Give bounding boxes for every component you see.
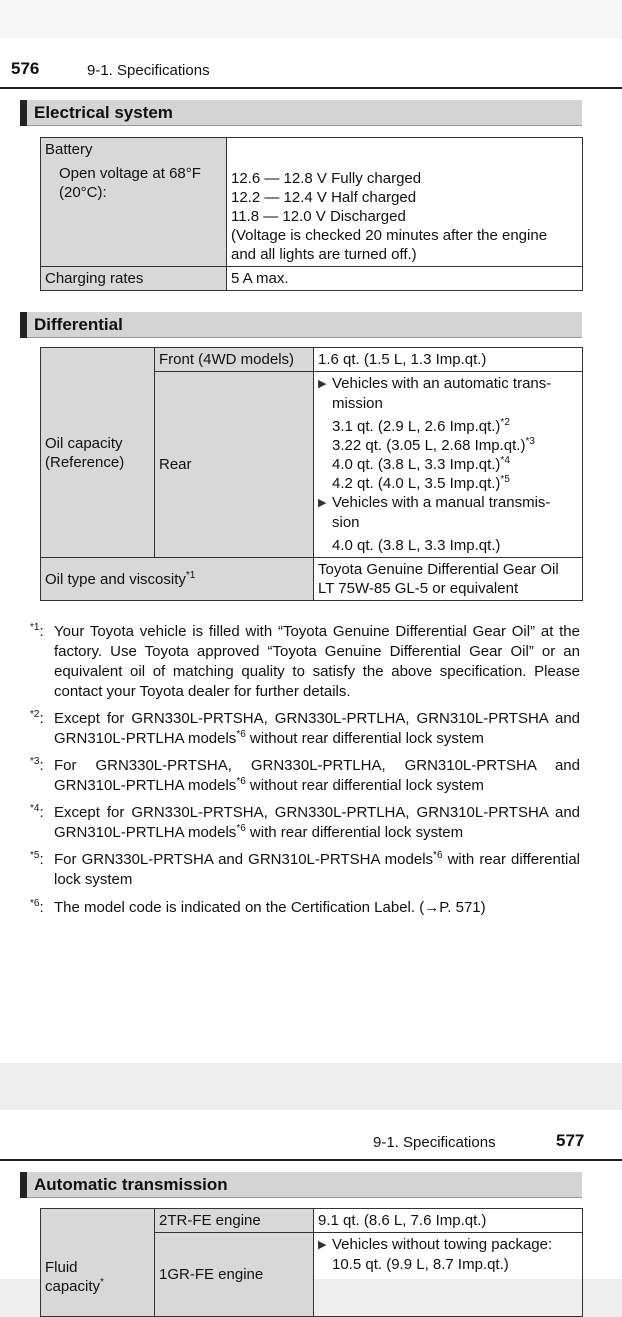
- footnote-5: $^{*5}$: For GRN330L-PRTSHA and GRN310L-PRTSHA models$^{*6}$ with rear differential lock system: [30, 850, 580, 888]
- oil-type-label: Oil type and viscosity: [45, 570, 186, 588]
- battery-cell: [41, 138, 227, 267]
- footnote-text: Except for GRN330L-PRTSHA, GRN330L-PRTLHA, GRN310L-PRTSHA and GRN310L-PRTLHA models: [54, 710, 580, 747]
- footnote-2: $^{*2}$: Except for GRN330L-PRTSHA, GRN330L-PRTLHA, GRN310L-PRTSHA and GRN310L-PRTLHA models$^{*6}$ without rear differential lock system: [30, 709, 580, 747]
- transmission-table: [40, 1208, 583, 1317]
- voltage-line: and all lights are turned off.): [231, 246, 417, 263]
- towing-heading: Vehicles without towing package:: [332, 1236, 553, 1253]
- charging-value: 5 A max.: [227, 267, 583, 291]
- manual-heading-line1: Vehicles with a manual transmis-: [332, 494, 551, 511]
- differential-table: [40, 347, 583, 601]
- triangle-bullet-icon: ▶: [318, 378, 327, 390]
- footnote-text: For GRN330L-PRTSHA, GRN330L-PRTLHA, GRN310L-PRTSHA and GRN310L-PRTLHA models: [54, 757, 580, 794]
- voltage-label-line2: (20°C):: [59, 184, 107, 201]
- fluid-line1: Fluid: [45, 1258, 78, 1276]
- section-bar: [20, 312, 27, 338]
- rear-auto-value: 4.2 qt. (4.0 L, 3.5 Imp.qt.): [332, 475, 501, 492]
- footnote-text: without rear differential lock system: [245, 777, 484, 794]
- section-title: Automatic transmission: [34, 1175, 228, 1194]
- rear-manual-value: 4.0 qt. (3.8 L, 3.3 Imp.qt.): [332, 537, 501, 554]
- rear-auto-value: 4.0 qt. (3.8 L, 3.3 Imp.qt.): [332, 456, 501, 473]
- section-bar: [20, 100, 27, 126]
- engine-1-label: 2TR-FE engine: [155, 1209, 314, 1233]
- page-576: [0, 38, 622, 1063]
- footnote-3: $^{*3}$: For GRN330L-PRTSHA, GRN330L-PRTLHA, GRN310L-PRTSHA and GRN310L-PRTLHA models$^{*6}$ without rear differential lock system: [30, 756, 580, 794]
- page-number: 577: [556, 1131, 585, 1150]
- footnote-text: Except for GRN330L-PRTSHA, GRN330L-PRTLHA, GRN310L-PRTSHA and GRN310L-PRTLHA models: [54, 804, 580, 841]
- rear-auto-value: 3.1 qt. (2.9 L, 2.6 Imp.qt.): [332, 418, 501, 435]
- page-577: [0, 1110, 622, 1295]
- chapter-header: 9-1. Specifications: [373, 1134, 496, 1151]
- footnote-6: $^{*6}$: The model code is indicated on the Certification Label. (→P. 571): [30, 898, 580, 918]
- oil-type-line2: LT 75W-85 GL-5 or equivalent: [318, 580, 519, 597]
- footnote-text: Your Toyota vehicle is filled with “Toyota Genuine Differential Gear Oil” at the factory. Use Toyota approved “Toyota Genuine Differential Gear Oil” or an equivalent oil of matching quality to satisfy the above specification. Please contact your Toyota dealer for further details.: [54, 623, 580, 700]
- automatic-heading-line2: mission: [332, 395, 383, 412]
- triangle-bullet-icon: ▶: [318, 497, 327, 509]
- chapter-header: 9-1. Specifications: [87, 62, 210, 79]
- front-label: Front (4WD models): [155, 348, 314, 372]
- footnote-ref: *6: [236, 729, 246, 740]
- footnote-text: with rear differential lock system: [54, 851, 580, 888]
- footnote-text: without rear differential lock system: [245, 730, 484, 747]
- triangle-bullet-icon: ▶: [318, 1239, 327, 1251]
- footnote-text: with rear differential lock system: [245, 824, 464, 841]
- rear-label: Rear: [155, 372, 314, 558]
- fluid-line2: capacity: [45, 1277, 101, 1295]
- footnote-ref: *6: [236, 823, 246, 834]
- footnote-1: $^{*1}$: Your Toyota vehicle is filled with “Toyota Genuine Differential Gear Oil” at the factory. Use Toyota approved “Toyota Genuine Differential Gear Oil” or an equivalent oil of matching quality to satisfy the above specification. Please contact your Toyota dealer for further details.: [30, 622, 580, 700]
- towing-value: 10.5 qt. (9.9 L, 8.7 Imp.qt.): [332, 1256, 509, 1273]
- rear-auto-value: 3.22 qt. (3.05 L, 2.68 Imp.qt.): [332, 437, 526, 454]
- footnote-ref: *4: [500, 455, 510, 466]
- automatic-heading-line1: Vehicles with an automatic trans-: [332, 375, 552, 392]
- footnote-ref: *5: [500, 474, 510, 485]
- footnote-mark: *4: [30, 803, 40, 814]
- footnote-text: For GRN330L-PRTSHA and GRN310L-PRTSHA models: [54, 851, 434, 868]
- footnote-ref: *6: [433, 850, 443, 861]
- section-bar: [20, 1172, 27, 1198]
- footnote-mark: *1: [30, 622, 40, 633]
- voltage-line: 12.2 — 12.4 V Half charged: [231, 189, 417, 206]
- oil-type-line1: Toyota Genuine Differential Gear Oil: [318, 561, 559, 578]
- fluid-capacity-cell: [41, 1209, 155, 1317]
- voltage-values-cell: [227, 138, 583, 267]
- footnote-mark: *2: [30, 709, 40, 720]
- top-strip: [0, 0, 622, 38]
- footnote-mark: *3: [30, 756, 40, 767]
- header-rule: [0, 1159, 622, 1161]
- electrical-table: [40, 137, 583, 291]
- engine-2-values-cell: [314, 1233, 583, 1317]
- section-differential: [20, 312, 582, 338]
- oil-type-label-cell: [41, 558, 314, 601]
- voltage-line: (Voltage is checked 20 minutes after the engine: [231, 227, 548, 244]
- voltage-line: 12.6 — 12.8 V Fully charged: [231, 170, 422, 187]
- section-electrical-system: [20, 100, 582, 126]
- oil-type-value-cell: [314, 558, 583, 601]
- oil-capacity-line1: Oil capacity: [45, 434, 123, 452]
- section-automatic-transmission: [20, 1172, 582, 1198]
- engine-2-label: 1GR-FE engine: [155, 1233, 314, 1317]
- footnote-mark: *6: [30, 898, 40, 909]
- footnote-ref: *2: [500, 417, 510, 428]
- footnote-4: $^{*4}$: Except for GRN330L-PRTSHA, GRN330L-PRTLHA, GRN310L-PRTSHA and GRN310L-PRTLHA models$^{*6}$ with rear differential lock system: [30, 803, 580, 841]
- header-rule: [0, 87, 622, 89]
- footnote-ref: *3: [525, 436, 535, 447]
- charging-label: Charging rates: [41, 267, 227, 291]
- rear-values-cell: [314, 372, 583, 558]
- manual-heading-line2: sion: [332, 514, 360, 531]
- battery-label: Battery: [45, 141, 93, 158]
- footnote-ref: *: [100, 1276, 104, 1288]
- section-title: Electrical system: [34, 103, 173, 122]
- oil-capacity-line2: (Reference): [45, 453, 125, 471]
- footnote-ref: *6: [236, 776, 246, 787]
- footnote-mark: *5: [30, 850, 40, 861]
- footnote-text: The model code is indicated on the Certification Label. (→P. 571): [54, 899, 486, 916]
- section-title: Differential: [34, 315, 123, 334]
- voltage-line: 11.8 — 12.0 V Discharged: [231, 208, 406, 225]
- engine-1-value: 9.1 qt. (8.6 L, 7.6 Imp.qt.): [314, 1209, 583, 1233]
- page-number: 576: [11, 59, 40, 78]
- oil-capacity-cell: [41, 348, 155, 558]
- footnote-ref: *1: [185, 569, 196, 581]
- front-value: 1.6 qt. (1.5 L, 1.3 Imp.qt.): [314, 348, 583, 372]
- voltage-label-line1: Open voltage at 68°F: [59, 165, 201, 182]
